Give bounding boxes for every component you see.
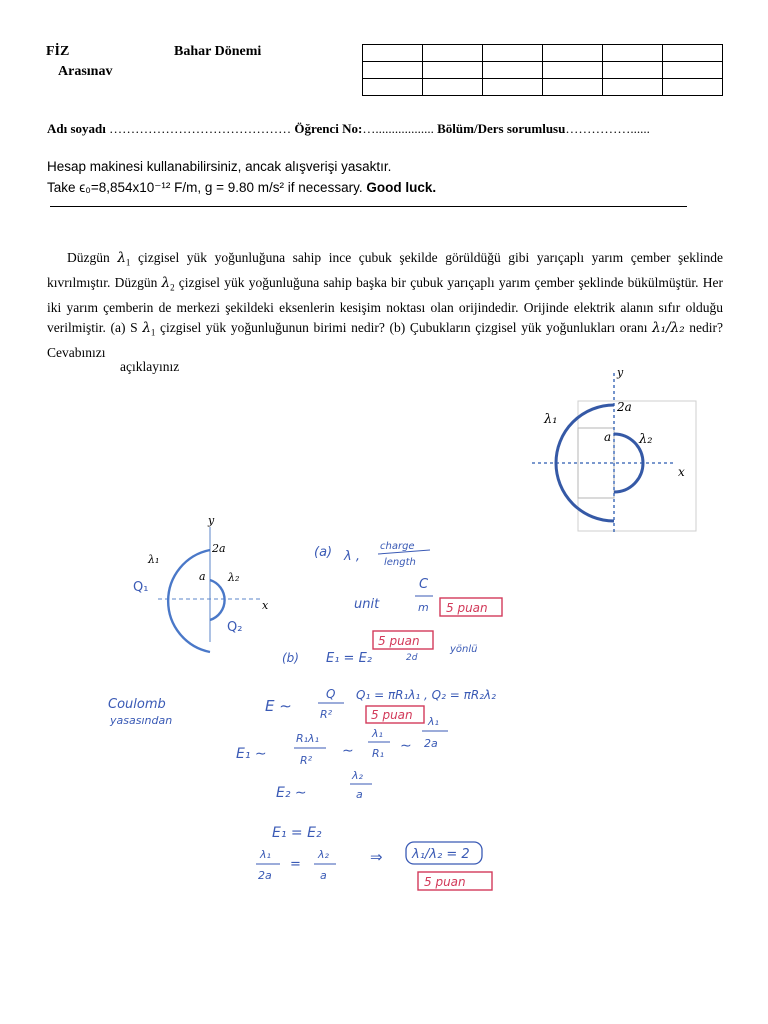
final-num-1: λ₁: [260, 848, 271, 861]
sol-y-label: y: [208, 514, 215, 527]
lambda1-symbol: λ: [117, 250, 126, 266]
q-part5: nedir? Cevabınızı: [47, 319, 723, 361]
lambda1-sub-2: 1: [150, 327, 156, 338]
e1-sim-2: ∼: [400, 738, 412, 754]
sol-large-semicircle: [168, 550, 210, 652]
sol-q1-label: Q₁: [133, 580, 149, 595]
charge-definitions: Q₁ = πR₁λ₁ , Q₂ = πR₂λ₂: [356, 688, 496, 702]
equality-line: E₁ = E₂: [272, 825, 322, 841]
e2-approx: E₂ ∼: [276, 785, 307, 801]
e1-sim-1: ∼: [342, 743, 354, 759]
question-text: [47, 248, 723, 363]
grade-cell: [423, 79, 483, 96]
name-label: Adı soyadı: [47, 121, 106, 136]
divider: [50, 206, 687, 207]
id-field[interactable]: …..................: [362, 121, 434, 136]
handwritten-notes: [108, 541, 502, 890]
unit-numerator: C: [419, 577, 429, 592]
grade-cell: [483, 45, 543, 62]
grade-cell: [423, 45, 483, 62]
grade-cell: [423, 62, 483, 79]
grade-cell: [603, 79, 663, 96]
e-denominator: R²: [320, 708, 333, 721]
e1-num-1: R₁λ₁: [296, 732, 319, 745]
lambda2-sub: 2: [170, 282, 175, 293]
sol-a-label: a: [199, 570, 206, 583]
grade-cell: [363, 62, 423, 79]
q-part4: çizgisel yük yoğunluğunun birimi nedir? (b) Çubukların çizgisel yük yoğunlukları oranı: [155, 319, 653, 335]
e1-num-3: λ₁: [428, 715, 439, 728]
lambda1-sub: 1: [125, 257, 131, 268]
fig-lambda1-label: λ₁: [544, 412, 558, 427]
dept-field[interactable]: ……………......: [565, 121, 650, 136]
question-last-line: açıklayınız: [120, 359, 180, 374]
sol-2a-label: 2a: [212, 542, 226, 555]
course-code: FİZ: [46, 44, 70, 59]
grade-cell: [603, 45, 663, 62]
grade-cell: [483, 62, 543, 79]
e1-den-3: 2a: [424, 737, 438, 750]
length-note: length: [384, 557, 416, 568]
fig-a-label: a: [604, 430, 612, 444]
fig-y-label: y: [617, 368, 624, 379]
e-approx: E ∼: [265, 697, 292, 715]
e1-den-1: R²: [300, 754, 313, 767]
coulomb-sublabel: yasasından: [110, 714, 173, 727]
dept-label: Bölüm/Ders sorumlusu: [437, 121, 566, 136]
q-part2: çizgisel yük yoğunluğuna sahip ince çubuk şekilde görüldüğü gibi yarıçaplı yarım çember şeklinde kıvrılmıştır. Düzgün: [47, 250, 723, 291]
solution-figure: [133, 514, 269, 652]
grade-row: [363, 79, 723, 96]
q-part3: çizgisel yük yoğunluğuna sahip başka bir çubuk yarıçaplı yarım çember şeklinde bükülmüştür. Her iki yarım çemberin de merkezi şekildeki eksenlerin kesişim noktası olan orijindedir. Orijinde elektrik alanın sıfır olduğu verilmiştir. (a) S: [47, 275, 723, 335]
final-den-1: 2a: [258, 869, 272, 882]
grade-row: [363, 62, 723, 79]
term-title: Bahar Dönemi: [174, 44, 262, 59]
grade-cell: [363, 79, 423, 96]
sol-lambda2-label: λ₂: [228, 571, 240, 584]
q-part1: Düzgün: [67, 250, 118, 265]
instruction-calculator: Hesap makinesi kullanabilirsiniz, ancak alışverişi yasaktır.: [47, 159, 392, 174]
e2-numerator: λ₂: [352, 769, 363, 782]
sol-x-label: x: [262, 599, 269, 612]
fig-2a-label: 2a: [617, 400, 632, 414]
final-num-2: λ₂: [318, 848, 329, 861]
fig-x-label: x: [678, 465, 685, 479]
result-ratio: λ₁/λ₂ = 2: [412, 847, 470, 862]
points-b: 5 puan: [378, 634, 420, 648]
grade-cell: [363, 45, 423, 62]
sol-lambda1-label: λ₁: [148, 553, 160, 566]
final-equals: =: [290, 857, 301, 872]
exam-type: Arasınav: [58, 64, 113, 79]
coulomb-label: Coulomb: [108, 697, 166, 712]
points-a: 5 puan: [446, 601, 488, 615]
grade-cell: [603, 62, 663, 79]
final-den-2: a: [320, 869, 327, 882]
name-field[interactable]: ……………………………………: [109, 121, 292, 136]
e1-num-2: λ₁: [372, 727, 383, 740]
ratio-symbol: λ₁/λ₂: [652, 319, 685, 336]
sol-small-semicircle: [210, 580, 225, 620]
part-b-equation: E₁ = E₂: [326, 651, 373, 666]
sol-q2-label: Q₂: [227, 620, 243, 635]
e2-denominator: a: [356, 788, 363, 801]
grade-row: [363, 45, 723, 62]
grade-cell: [663, 79, 723, 96]
grade-cell: [663, 62, 723, 79]
fig-lambda2-label: λ₂: [639, 432, 653, 447]
student-info-line: [47, 121, 650, 137]
e1-approx: E₁ ∼: [236, 746, 267, 762]
grade-cell: [663, 45, 723, 62]
implies-arrow: ⇒: [370, 848, 383, 866]
good-luck: Good luck.: [366, 180, 437, 195]
solution-area: [100, 512, 560, 912]
points-d: 5 puan: [424, 875, 466, 889]
lambda1-symbol-2: λ: [142, 319, 151, 336]
lambda2-symbol: λ: [161, 275, 171, 292]
grade-cell: [483, 79, 543, 96]
e1-den-2: R₁: [372, 747, 385, 760]
grade-cell: [543, 79, 603, 96]
part-a-lambda: λ ,: [344, 549, 360, 564]
unit-denominator: m: [418, 601, 429, 614]
instruction-constants: [47, 180, 436, 196]
unit-text: unit: [354, 597, 380, 612]
grade-cell: [543, 62, 603, 79]
points-c: 5 puan: [371, 708, 413, 722]
grade-table: [362, 44, 723, 96]
part-b-direction: yönlü: [450, 644, 478, 655]
part-b-note: 2d: [406, 653, 418, 663]
part-a-label: (a): [314, 545, 333, 560]
id-label: Öğrenci No:: [294, 121, 363, 136]
part-b-label: (b): [282, 651, 299, 665]
constants-text: Take ϵ₀=8,854x10⁻¹² F/m, g = 9.80 m/s² if necessary.: [47, 180, 363, 195]
grade-cell: [543, 45, 603, 62]
e-numerator: Q: [326, 687, 336, 701]
charge-note: charge: [380, 541, 415, 552]
